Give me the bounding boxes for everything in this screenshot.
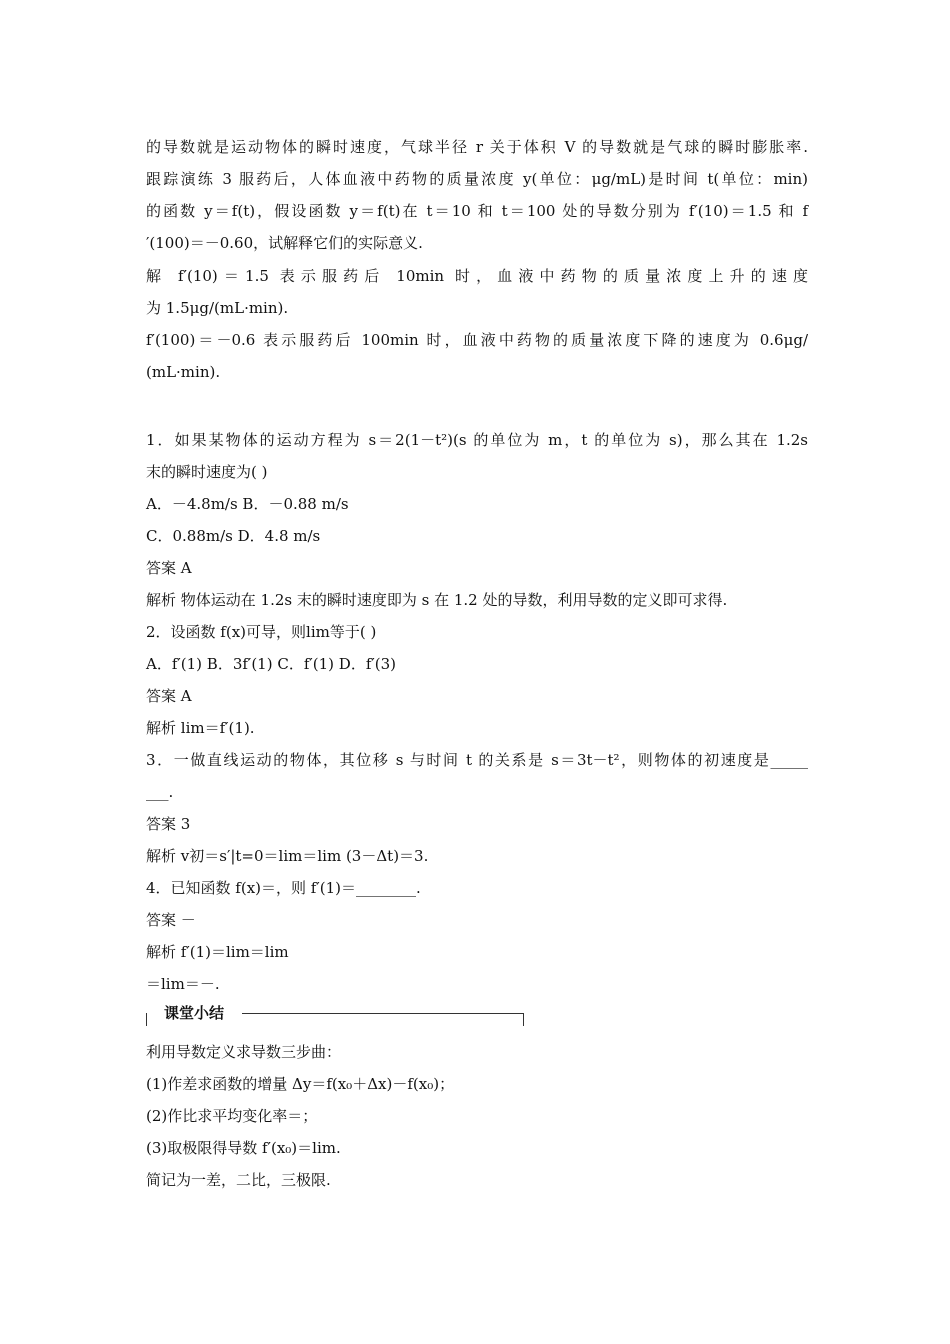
summary-line: 利用导数定义求导数三步曲： xyxy=(146,1043,342,1061)
question-1-analysis: 解析 物体运动在 1.2s 末的瞬时速度即为 s 在 1.2 处的导数，利用导数的定义即可求得. xyxy=(146,591,728,609)
summary-line: 简记为一差，二比，三极限. xyxy=(146,1171,331,1189)
question-4-analysis: 解析 f′(1)＝lim＝lim xyxy=(146,943,289,961)
question-4-answer: 答案 － xyxy=(146,911,196,929)
section-title: 课堂小结 xyxy=(160,1002,228,1024)
text-line: f′(100)＝－0.6 表示服药后 100min 时，血液中药物的质量浓度下降的速度为 0.6μg/ xyxy=(146,331,808,349)
question-1-stem: 末的瞬时速度为( ) xyxy=(146,463,268,481)
question-4-stem: 4．已知函数 f(x)＝，则 f′(1)＝________. xyxy=(146,879,421,897)
summary-line: (3)取极限得导数 f′(x₀)＝lim. xyxy=(146,1139,341,1157)
text-line: ′(100)＝－0.60，试解释它们的实际意义. xyxy=(146,234,423,252)
question-2-options: A．f′(1) B．3f′(1) C．f′(1) D．f′(3) xyxy=(146,655,397,673)
question-1-options: C．0.88m/s D．4.8 m/s xyxy=(146,527,321,545)
section-header-summary xyxy=(146,1000,524,1026)
text-line: 的导数就是运动物体的瞬时速度，气球半径 r 关于体积 V 的导数就是气球的瞬时膨胀率. xyxy=(146,138,808,156)
question-1-answer: 答案 A xyxy=(146,559,192,577)
section-rule xyxy=(242,1013,524,1014)
question-3-analysis: 解析 v初＝s′|t=0＝lim＝lim (3－Δt)＝3. xyxy=(146,847,429,865)
question-3-stem: ___. xyxy=(146,783,174,801)
question-1-options: A．－4.8m/s B．－0.88 m/s xyxy=(146,495,349,513)
question-2-stem: 2．设函数 f(x)可导，则lim等于( ) xyxy=(146,623,377,641)
summary-line: (1)作差求函数的增量 Δy＝f(x₀＋Δx)－f(x₀)； xyxy=(146,1075,455,1093)
text-line: 跟踪演练 3 服药后，人体血液中药物的质量浓度 y(单位：μg/mL)是时间 t(单位：min) xyxy=(146,170,808,188)
text-line: (mL·min). xyxy=(146,363,221,381)
text-line: 为 1.5μg/(mL·min). xyxy=(146,299,289,317)
section-bracket-right xyxy=(523,1013,524,1026)
text-line: 的函数 y＝f(t)，假设函数 y＝f(t)在 t＝10 和 t＝100 处的导数分别为 f′(10)＝1.5 和 f xyxy=(146,202,808,220)
question-2-analysis: 解析 lim＝f′(1). xyxy=(146,719,255,737)
question-1-stem: 1．如果某物体的运动方程为 s＝2(1－t²)(s 的单位为 m，t 的单位为 s)，那么其在 1.2s xyxy=(146,431,808,449)
text-line: 解 f′(10)＝1.5 表示服药后 10min 时，血液中药物的质量浓度上升的速度 xyxy=(146,267,808,285)
question-2-answer: 答案 A xyxy=(146,687,192,705)
question-3-answer: 答案 3 xyxy=(146,815,191,833)
summary-line: (2)作比求平均变化率＝； xyxy=(146,1107,318,1125)
question-4-analysis: ＝lim＝－. xyxy=(146,975,220,993)
question-3-stem: 3．一做直线运动的物体，其位移 s 与时间 t 的关系是 s＝3t－t²，则物体的初速度是_____ xyxy=(146,751,808,769)
section-bracket-left xyxy=(146,1013,147,1026)
